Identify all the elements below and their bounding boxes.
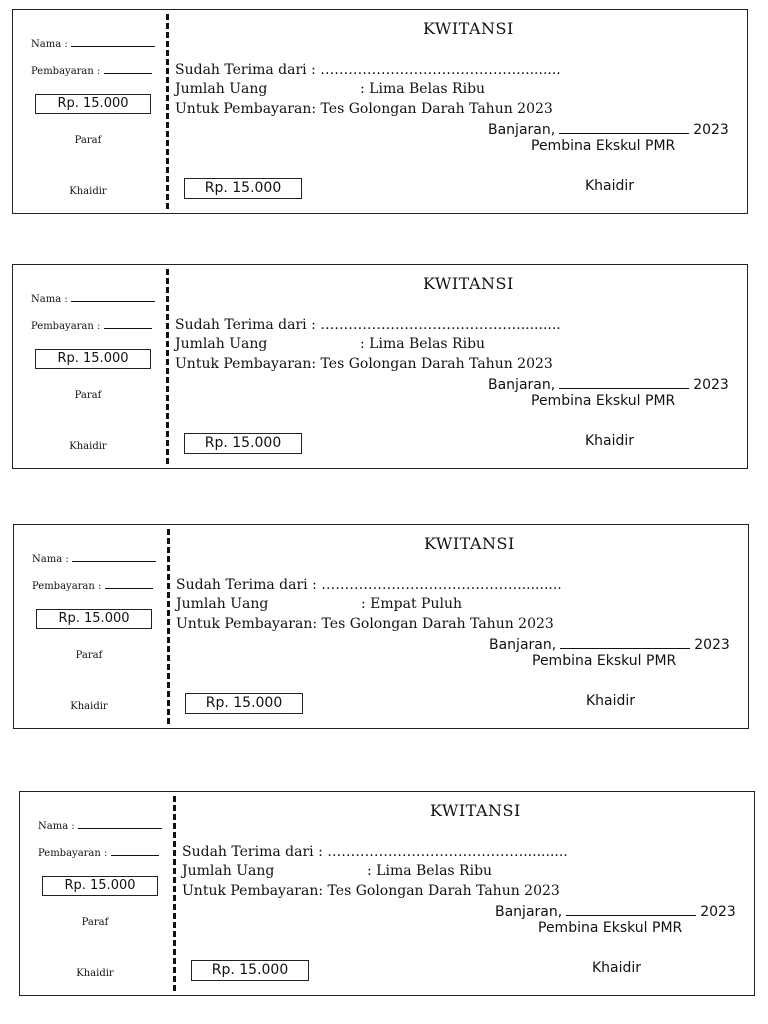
stub-nama-blank — [72, 551, 156, 562]
stub-name: Khaidir — [69, 186, 107, 197]
amount-words: : Lima Belas Ribu — [360, 81, 486, 97]
stub-pembayaran-label: Pembayaran : — [31, 321, 101, 332]
amount-words-line — [176, 596, 462, 612]
stub-pembayaran-blank — [104, 63, 152, 74]
receipt-title: KWITANSI — [424, 534, 515, 553]
stub-pembayaran-field — [31, 318, 152, 332]
amount-label: Jumlah Uang — [175, 81, 268, 97]
place-label: Banjaran, — [489, 637, 557, 653]
signer-name: Khaidir — [585, 433, 635, 449]
stub-paraf-label: Paraf — [74, 390, 102, 401]
stub-pembayaran-label: Pembayaran : — [32, 581, 102, 592]
dashed-divider — [166, 14, 169, 209]
dashed-divider — [166, 269, 169, 464]
stub-paraf-label: Paraf — [81, 917, 109, 928]
receipt-stub — [14, 525, 169, 728]
signer-role: Pembina Ekskul PMR — [531, 393, 676, 409]
amount-box: Rp. 15.000 — [184, 433, 302, 454]
stub-amount-box: Rp. 15.000 — [42, 876, 158, 896]
amount-words: : Lima Belas Ribu — [367, 863, 493, 879]
amount-label: Jumlah Uang — [176, 596, 269, 612]
stub-amount-box: Rp. 15.000 — [35, 94, 151, 114]
place-date-line — [488, 122, 729, 138]
purpose-line: Untuk Pembayaran: Tes Golongan Darah Tahun 2023 — [176, 616, 554, 632]
receipt-3 — [13, 524, 749, 729]
stub-pembayaran-blank — [105, 578, 153, 589]
place-date-line — [489, 637, 730, 653]
stub-nama-label: Nama : — [38, 821, 75, 832]
receipt-2 — [12, 264, 748, 469]
stub-nama-blank — [78, 818, 162, 829]
receipt-stub — [13, 265, 168, 468]
stub-paraf-label: Paraf — [75, 650, 103, 661]
year: 2023 — [700, 904, 736, 920]
signer-name: Khaidir — [586, 693, 636, 709]
amount-box: Rp. 15.000 — [191, 960, 309, 981]
receipt-title: KWITANSI — [423, 274, 514, 293]
stub-nama-label: Nama : — [32, 554, 69, 565]
received-from-line: Sudah Terima dari : …………………………………….......... — [175, 62, 561, 78]
stub-nama-field — [31, 36, 155, 50]
date-blank — [560, 638, 690, 649]
signer-name: Khaidir — [592, 960, 642, 976]
amount-words: : Lima Belas Ribu — [360, 336, 486, 352]
purpose-line: Untuk Pembayaran: Tes Golongan Darah Tahun 2023 — [175, 101, 553, 117]
stub-pembayaran-field — [31, 63, 152, 77]
receipt-1 — [12, 9, 748, 214]
received-from-line: Sudah Terima dari : …………………………………….......... — [182, 844, 568, 860]
receipt-4 — [19, 791, 755, 996]
signer-role: Pembina Ekskul PMR — [531, 138, 676, 154]
stub-nama-label: Nama : — [31, 294, 68, 305]
stub-name: Khaidir — [69, 441, 107, 452]
place-label: Banjaran, — [495, 904, 563, 920]
signer-role: Pembina Ekskul PMR — [538, 920, 683, 936]
amount-label: Jumlah Uang — [182, 863, 275, 879]
year: 2023 — [693, 377, 729, 393]
receipt-title: KWITANSI — [430, 801, 521, 820]
amount-words-line — [182, 863, 493, 879]
stub-pembayaran-label: Pembayaran : — [31, 66, 101, 77]
place-label: Banjaran, — [488, 377, 556, 393]
amount-words-line — [175, 336, 486, 352]
stub-pembayaran-field — [32, 578, 153, 592]
stub-pembayaran-blank — [111, 845, 159, 856]
received-from-line: Sudah Terima dari : …………………………………….......... — [176, 577, 562, 593]
place-date-line — [488, 377, 729, 393]
stub-name: Khaidir — [76, 968, 114, 979]
purpose-line: Untuk Pembayaran: Tes Golongan Darah Tahun 2023 — [182, 883, 560, 899]
place-date-line — [495, 904, 736, 920]
received-from-line: Sudah Terima dari : …………………………………….......... — [175, 317, 561, 333]
stub-nama-field — [38, 818, 162, 832]
amount-words: : Empat Puluh — [361, 596, 462, 612]
stub-name: Khaidir — [70, 701, 108, 712]
date-blank — [566, 905, 696, 916]
amount-label: Jumlah Uang — [175, 336, 268, 352]
stub-nama-label: Nama : — [31, 39, 68, 50]
receipt-title: KWITANSI — [423, 19, 514, 38]
stub-amount-box: Rp. 15.000 — [36, 609, 152, 629]
signer-role: Pembina Ekskul PMR — [532, 653, 677, 669]
amount-box: Rp. 15.000 — [184, 178, 302, 199]
place-label: Banjaran, — [488, 122, 556, 138]
dashed-divider — [173, 796, 176, 991]
receipt-stub — [20, 792, 175, 995]
stub-nama-blank — [71, 291, 155, 302]
stub-pembayaran-blank — [104, 318, 152, 329]
amount-words-line — [175, 81, 486, 97]
purpose-line: Untuk Pembayaran: Tes Golongan Darah Tahun 2023 — [175, 356, 553, 372]
year: 2023 — [694, 637, 730, 653]
stub-nama-field — [32, 551, 156, 565]
stub-pembayaran-field — [38, 845, 159, 859]
date-blank — [559, 123, 689, 134]
receipt-stub — [13, 10, 168, 213]
stub-paraf-label: Paraf — [74, 135, 102, 146]
dashed-divider — [167, 529, 170, 724]
stub-amount-box: Rp. 15.000 — [35, 349, 151, 369]
amount-box: Rp. 15.000 — [185, 693, 303, 714]
stub-nama-field — [31, 291, 155, 305]
date-blank — [559, 378, 689, 389]
year: 2023 — [693, 122, 729, 138]
signer-name: Khaidir — [585, 178, 635, 194]
stub-pembayaran-label: Pembayaran : — [38, 848, 108, 859]
stub-nama-blank — [71, 36, 155, 47]
